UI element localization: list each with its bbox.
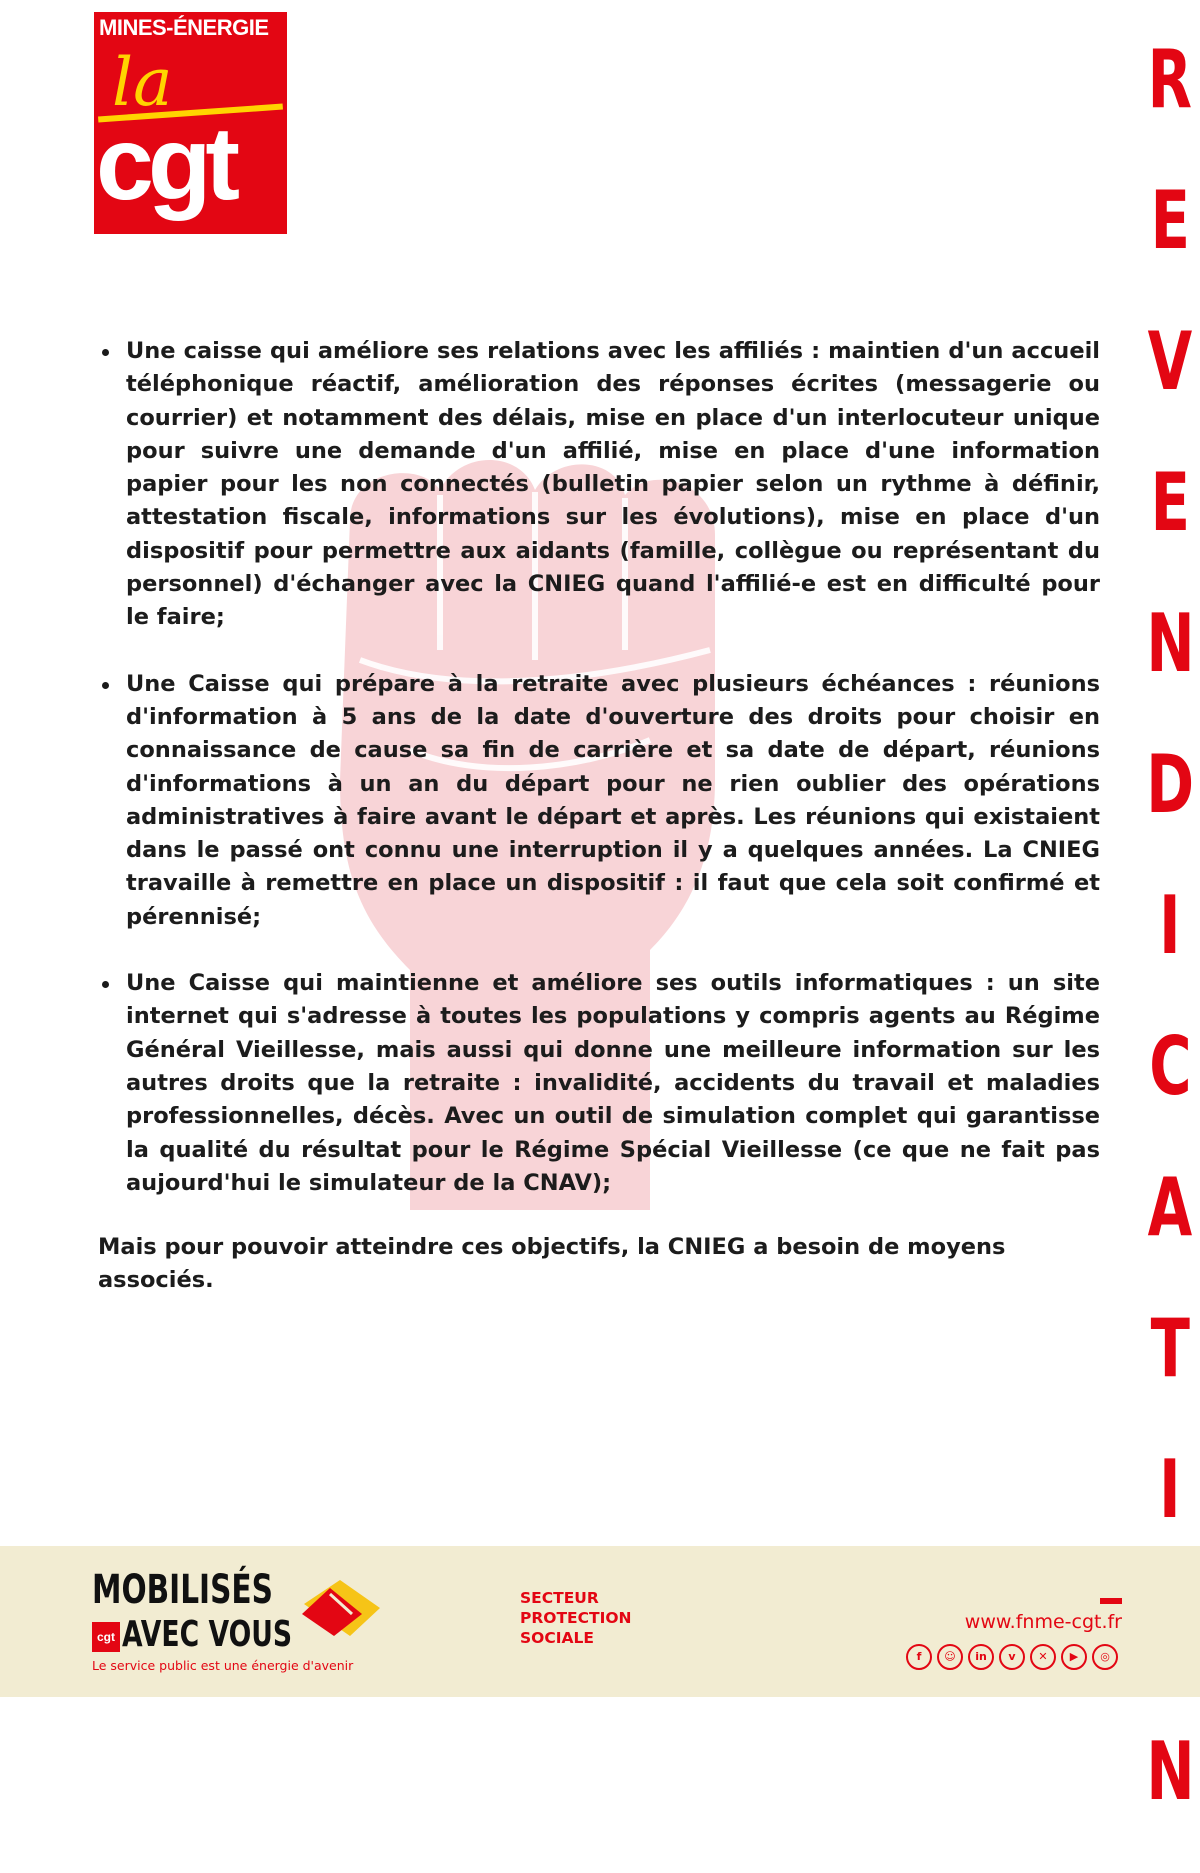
secteur-line: SOCIALE xyxy=(520,1629,594,1647)
title-letter: E xyxy=(1150,456,1190,549)
logo-cgt: cgt xyxy=(96,106,234,222)
logo-mines-energie: MINES-ÉNERGIE xyxy=(99,15,269,40)
youtube-icon[interactable]: ▶ xyxy=(1061,1644,1087,1670)
title-letter: E xyxy=(1150,174,1190,267)
tagline: Le service public est une énergie d'avenir xyxy=(92,1658,354,1673)
list-item xyxy=(98,668,1100,934)
avec-vous-text: AVEC VOUS xyxy=(122,1614,293,1655)
instagram-icon[interactable]: ◎ xyxy=(1092,1644,1118,1670)
bullet-text: Une Caisse qui prépare à la retraite avec plusieurs échéances : réunions d'information à 5 ans de la date d'ouverture des droits pour choisir en connaissance de cause sa fin de carrière et sa date de départ, réunions d'informations à un an du départ pour ne rien oublier des opérations administratives à faire avant le départ et après. Les réunions qui existaient dans le passé ont connu une interruption il y a quelques années. La CNIEG travaille à remettre en place un dispositif : il faut que cela soit confirmé et pérennisé; xyxy=(126,670,1100,930)
secteur-line: SECTEUR xyxy=(520,1589,599,1607)
title-letter: D xyxy=(1146,738,1194,831)
cgt-logo xyxy=(94,12,287,234)
main-content xyxy=(98,335,1100,1298)
social-icons xyxy=(906,1644,1118,1670)
title-letter: I xyxy=(1159,1443,1181,1536)
snapchat-icon[interactable]: ☺ xyxy=(937,1644,963,1670)
closing-paragraph: Mais pour pouvoir atteindre ces objectifs, la CNIEG a besoin de moyens associés. xyxy=(98,1234,1006,1294)
logo-la: la xyxy=(112,44,173,121)
title-letter: V xyxy=(1147,315,1193,408)
demands-list xyxy=(98,335,1100,1200)
vimeo-icon[interactable]: v xyxy=(999,1644,1025,1670)
linkedin-icon[interactable]: in xyxy=(968,1644,994,1670)
decorative-dash xyxy=(1100,1598,1122,1604)
facebook-icon[interactable]: f xyxy=(906,1644,932,1670)
bullet-text: Une Caisse qui maintienne et améliore ses outils informatiques : un site internet qui s'adresse à toutes les populations y compris agents au Régime Général Vieillesse, mais aussi qui donne une meilleure information sur les autres droits que la retraite : invalidité, accidents du travail et maladies professionnelles, décès. Avec un outil de simulation complet qui garantisse la qualité du résultat pour le Régime Spécial Vieillesse (ce que ne fait pas aujourd'hui le simulateur de la CNAV); xyxy=(126,970,1100,1196)
handshake-icon xyxy=(300,1574,384,1640)
website-link[interactable]: www.fnme-cgt.fr xyxy=(964,1611,1122,1633)
title-letter: C xyxy=(1148,1020,1192,1113)
bullet-text: Une caisse qui améliore ses relations avec les affiliés : maintien d'un accueil téléphonique réactif, amélioration des réponses écrites (messagerie ou courrier) et notamment des délais, mise en place d'un interlocuteur unique pour suivre une demande d'un affilié, mise en place d'une information papier pour les non connectés (bulletin papier selon un rythme à définir, attestation fiscale, informations sur les évolutions), mise en place d'un dispositif pour permettre aux aidants (famille, collègue ou représentant du personnel) d'échanger avec la CNIEG quand l'affilié-e est en difficulté pour le faire; xyxy=(126,338,1100,631)
secteur-label xyxy=(520,1588,632,1648)
title-letter: A xyxy=(1147,1161,1193,1254)
mobilises-text: MOBILISÉS xyxy=(92,1567,273,1613)
secteur-line: PROTECTION xyxy=(520,1609,632,1627)
title-letter: N xyxy=(1145,1725,1195,1818)
title-letter: I xyxy=(1159,879,1181,972)
title-letter: T xyxy=(1150,1302,1190,1395)
list-item xyxy=(98,967,1100,1200)
x-icon[interactable]: ✕ xyxy=(1030,1644,1056,1670)
list-item xyxy=(98,335,1100,635)
mini-cgt-logo: cgt xyxy=(92,1622,120,1652)
title-letter: N xyxy=(1145,597,1195,690)
title-letter: R xyxy=(1147,33,1193,126)
footer xyxy=(0,1546,1200,1697)
